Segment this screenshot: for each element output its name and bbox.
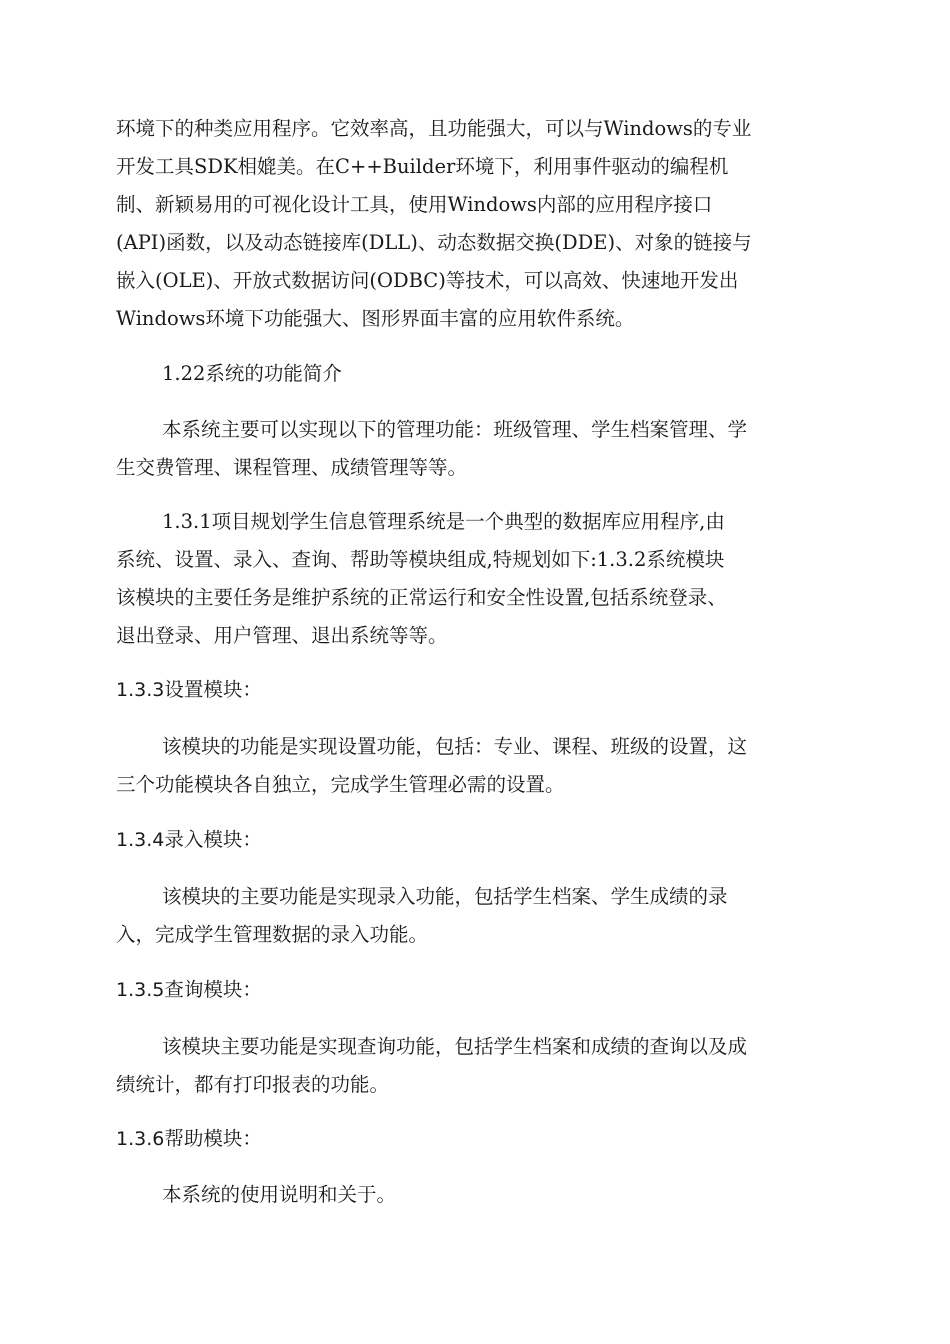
- section-135-line-2: 绩统计，都有打印报表的功能。: [116, 1073, 390, 1096]
- section-122-title: [116, 355, 836, 393]
- section-135-paragraph: [116, 1028, 836, 1104]
- intro-line-5: 嵌入(OLE)、开放式数据访问(ODBC)等技术，可以高效、快速地开发出: [116, 269, 739, 292]
- intro-line-4: (API)函数，以及动态链接库(DLL)、动态数据交换(DDE)、对象的链接与: [116, 231, 752, 254]
- section-135-number: 1.3.5: [116, 979, 165, 1001]
- section-133-title: 设置模块：: [164, 678, 262, 701]
- section-135-heading: [116, 971, 836, 1009]
- section-134-number: 1.3.4: [116, 829, 165, 851]
- section-134-line-1: 该模块的主要功能是实现录入功能，包括学生档案、学生成绩的录: [162, 885, 728, 908]
- section-136-title: 帮助模块：: [164, 1127, 262, 1150]
- section-131-line-3: 该模块的主要任务是维护系统的正常运行和安全性设置,包括系统登录、: [116, 586, 727, 609]
- section-135-title: 查询模块：: [164, 978, 262, 1001]
- section-133-line-1: 该模块的功能是实现设置功能，包括：专业、课程、班级的设置，这: [162, 735, 748, 758]
- section-131-line-1: 1.3.1项目规划学生信息管理系统是一个典型的数据库应用程序,由: [162, 510, 725, 533]
- section-122-line-1: 本系统主要可以实现以下的管理功能：班级管理、学生档案管理、学: [162, 418, 748, 441]
- section-133-number: 1.3.3: [116, 679, 165, 701]
- section-134-paragraph: [116, 878, 836, 954]
- section-122-line-2: 生交费管理、课程管理、成绩管理等等。: [116, 456, 468, 479]
- section-131-line-4: 退出登录、用户管理、退出系统等等。: [116, 624, 448, 647]
- section-134-title: 录入模块：: [164, 828, 262, 851]
- section-133-heading: [116, 671, 836, 709]
- intro-line-6: Windows环境下功能强大、图形界面丰富的应用软件系统。: [116, 307, 635, 330]
- section-136-number: 1.3.6: [116, 1128, 165, 1150]
- section-134-heading: [116, 821, 836, 859]
- section-136-paragraph: [116, 1176, 836, 1214]
- intro-paragraph: [116, 110, 836, 338]
- section-133-line-2: 三个功能模块各自独立，完成学生管理必需的设置。: [116, 773, 565, 796]
- section-135-line-1: 该模块主要功能是实现查询功能，包括学生档案和成绩的查询以及成: [162, 1035, 748, 1058]
- intro-line-3: 制、新颖易用的可视化设计工具，使用Windows内部的应用程序接口: [116, 193, 713, 216]
- section-122-paragraph: [116, 411, 836, 487]
- intro-line-2: 开发工具SDK相媲美。在C++Builder环境下，利用事件驱动的编程机: [116, 155, 729, 178]
- section-134-line-2: 入，完成学生管理数据的录入功能。: [116, 923, 429, 946]
- section-131-line-2: 系统、设置、录入、查询、帮助等模块组成,特规划如下:1.3.2系统模块: [116, 548, 725, 571]
- section-136-line-1: 本系统的使用说明和关于。: [162, 1183, 397, 1206]
- intro-line-1: 环境下的种类应用程序。它效率高，且功能强大，可以与Windows的专业: [116, 117, 752, 140]
- section-133-paragraph: [116, 728, 836, 804]
- section-136-heading: [116, 1120, 836, 1158]
- section-131-paragraph: [116, 503, 836, 655]
- section-122-title-text: 1.22系统的功能简介: [162, 362, 342, 385]
